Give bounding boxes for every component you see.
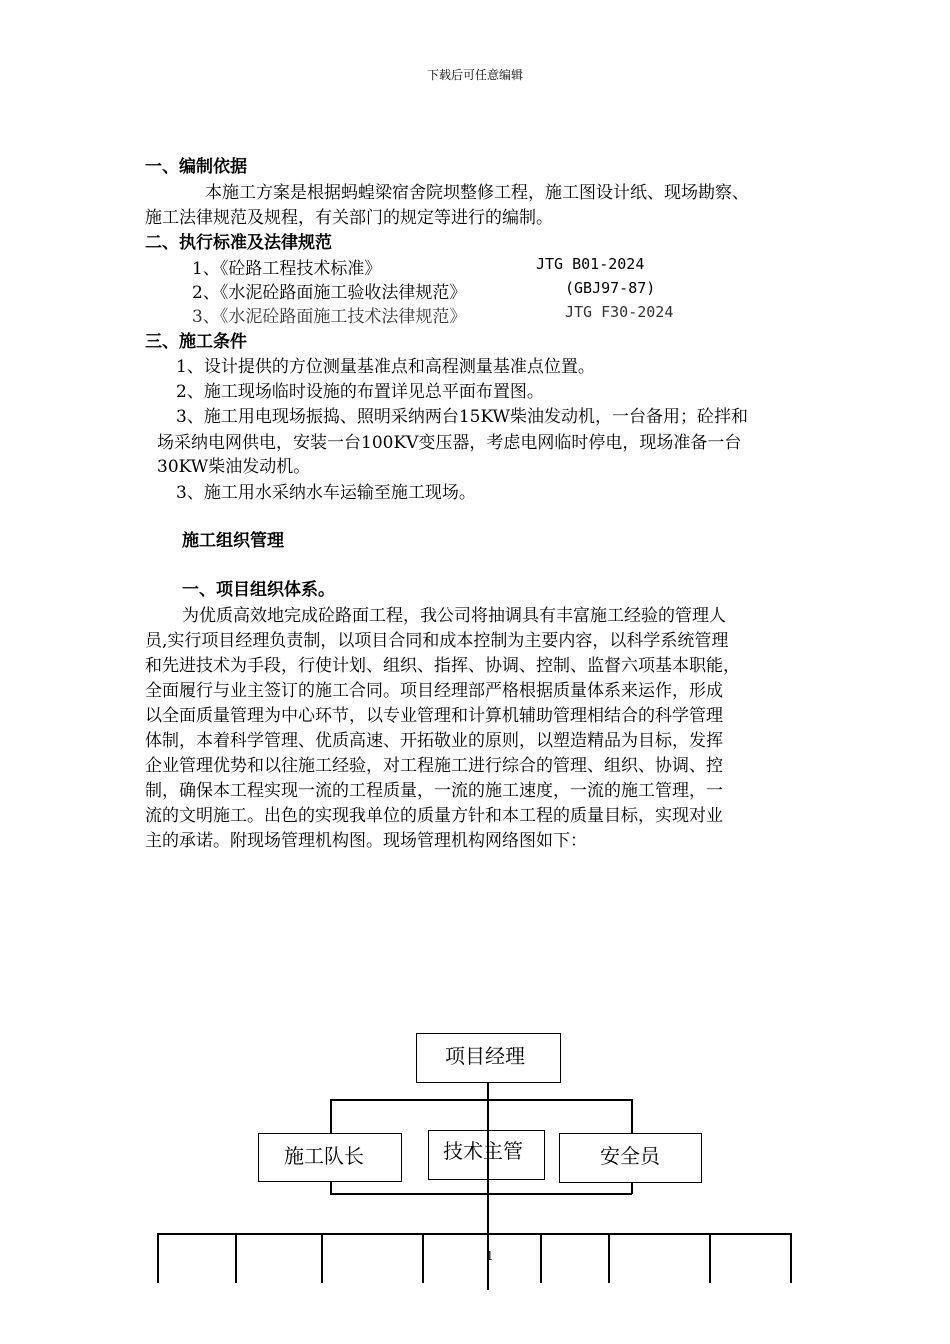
- org-subheading: 一、项目组织体系。: [182, 580, 335, 600]
- project-manager-box: [416, 1033, 561, 1083]
- condition-line-5: 30KW柴油发动机。: [157, 457, 311, 477]
- top-branch-line: [330, 1099, 632, 1101]
- right-drop-line: [631, 1099, 633, 1133]
- lower-column-divider: [709, 1233, 711, 1283]
- org-paragraph-line-5: 以全面质量管理为中心环节，以专业管理和计算机辅助管理相结合的科学管理: [145, 706, 723, 726]
- tech-supervisor-label: 技术主管: [443, 1139, 523, 1163]
- standard-item-3: 3、《水泥砼路面施工技术法律规范》: [192, 307, 467, 327]
- lower-column-divider: [321, 1233, 323, 1283]
- condition-line-4: 场采纳电网供电，安装一台100KV变压器，考虑电网临时停电，现场准备一台: [157, 433, 742, 453]
- lower-column-divider: [157, 1233, 159, 1283]
- lower-column-divider: [790, 1233, 792, 1283]
- condition-line-2: 2、施工现场临时设施的布置详见总平面布置图。: [176, 382, 544, 402]
- team-leader-label: 施工队长: [284, 1144, 364, 1168]
- section-2-title: 二、执行标准及法律规范: [145, 233, 332, 253]
- left-rise-line: [330, 1180, 332, 1194]
- standard-item-2: 2、《水泥砼路面施工验收法律规范》: [192, 283, 467, 303]
- safety-officer-box: [559, 1133, 702, 1183]
- org-paragraph-line-10: 主的承诺。附现场管理机构图。现场管理机构网络图如下：: [145, 831, 587, 851]
- org-paragraph-line-6: 体制，本着科学管理、优质高速、开拓敬业的原则，以塑造精品为目标，发挥: [145, 731, 723, 751]
- org-paragraph-line-8: 制，确保本工程实现一流的工程质量，一流的施工速度，一流的施工管理，一: [145, 781, 723, 801]
- standard-code-1: JTG B01-2024: [536, 255, 645, 273]
- org-heading: 施工组织管理: [182, 531, 284, 551]
- left-drop-line: [330, 1099, 332, 1133]
- org-paragraph-line-2: 员,实行项目经理负责制，以项目合同和成本控制为主要内容，以科学系统管理: [145, 631, 729, 651]
- standard-item-1: 1、《砼路工程技术标准》: [192, 259, 382, 279]
- safety-officer-label: 安全员: [600, 1144, 660, 1168]
- condition-line-6: 3、施工用水采纳水车运输至施工现场。: [176, 483, 476, 503]
- bottom-branch-line: [330, 1193, 632, 1195]
- standard-code-2: (GBJ97-87): [565, 279, 656, 297]
- org-paragraph-line-4: 全面履行与业主签订的施工合同。项目经理部严格根据质量体系来运作，形成: [145, 681, 723, 701]
- project-manager-label: 项目经理: [445, 1044, 525, 1068]
- org-paragraph-line-3: 和先进技术为手段，行使计划、组织、指挥、协调、控制、监督六项基本职能，: [145, 656, 740, 676]
- condition-line-3: 3、施工用电现场振捣、照明采纳两台15KW柴油发动机，一台备用；砼拌和: [176, 407, 749, 427]
- section-1-title: 一、编制依据: [145, 157, 247, 177]
- lower-row-top-line: [157, 1233, 791, 1235]
- org-paragraph-line-7: 企业管理优势和以往施工经验，对工程施工进行综合的管理、组织、协调、控: [145, 756, 723, 776]
- lower-column-divider: [235, 1233, 237, 1283]
- page-header: 下载后可任意编辑: [426, 68, 523, 82]
- team-leader-box: [258, 1133, 402, 1182]
- section-3-title: 三、施工条件: [145, 332, 247, 352]
- org-paragraph-line-1: 为优质高效地完成砼路面工程，我公司将抽调具有丰富施工经验的管理人: [182, 606, 726, 626]
- org-paragraph-line-9: 流的文明施工。出色的实现我单位的质量方针和本工程的质量目标，实现对业: [145, 806, 723, 826]
- condition-line-1: 1、设计提供的方位测量基准点和高程测量基准点位置。: [176, 357, 595, 377]
- tech-supervisor-box: [428, 1130, 545, 1180]
- section-1-line-1: 本施工方案是根据蚂蝗梁宿舍院坝整修工程，施工图设计纸、现场勘察、: [205, 183, 749, 203]
- standard-code-3: JTG F30-2024: [565, 303, 674, 321]
- section-1-line-2: 施工法律规范及规程，有关部门的规定等进行的编制。: [145, 208, 553, 228]
- lower-column-divider: [540, 1233, 542, 1283]
- lower-column-divider: [422, 1233, 424, 1283]
- lower-column-divider: [608, 1233, 610, 1283]
- page-number: 1: [486, 1249, 494, 1263]
